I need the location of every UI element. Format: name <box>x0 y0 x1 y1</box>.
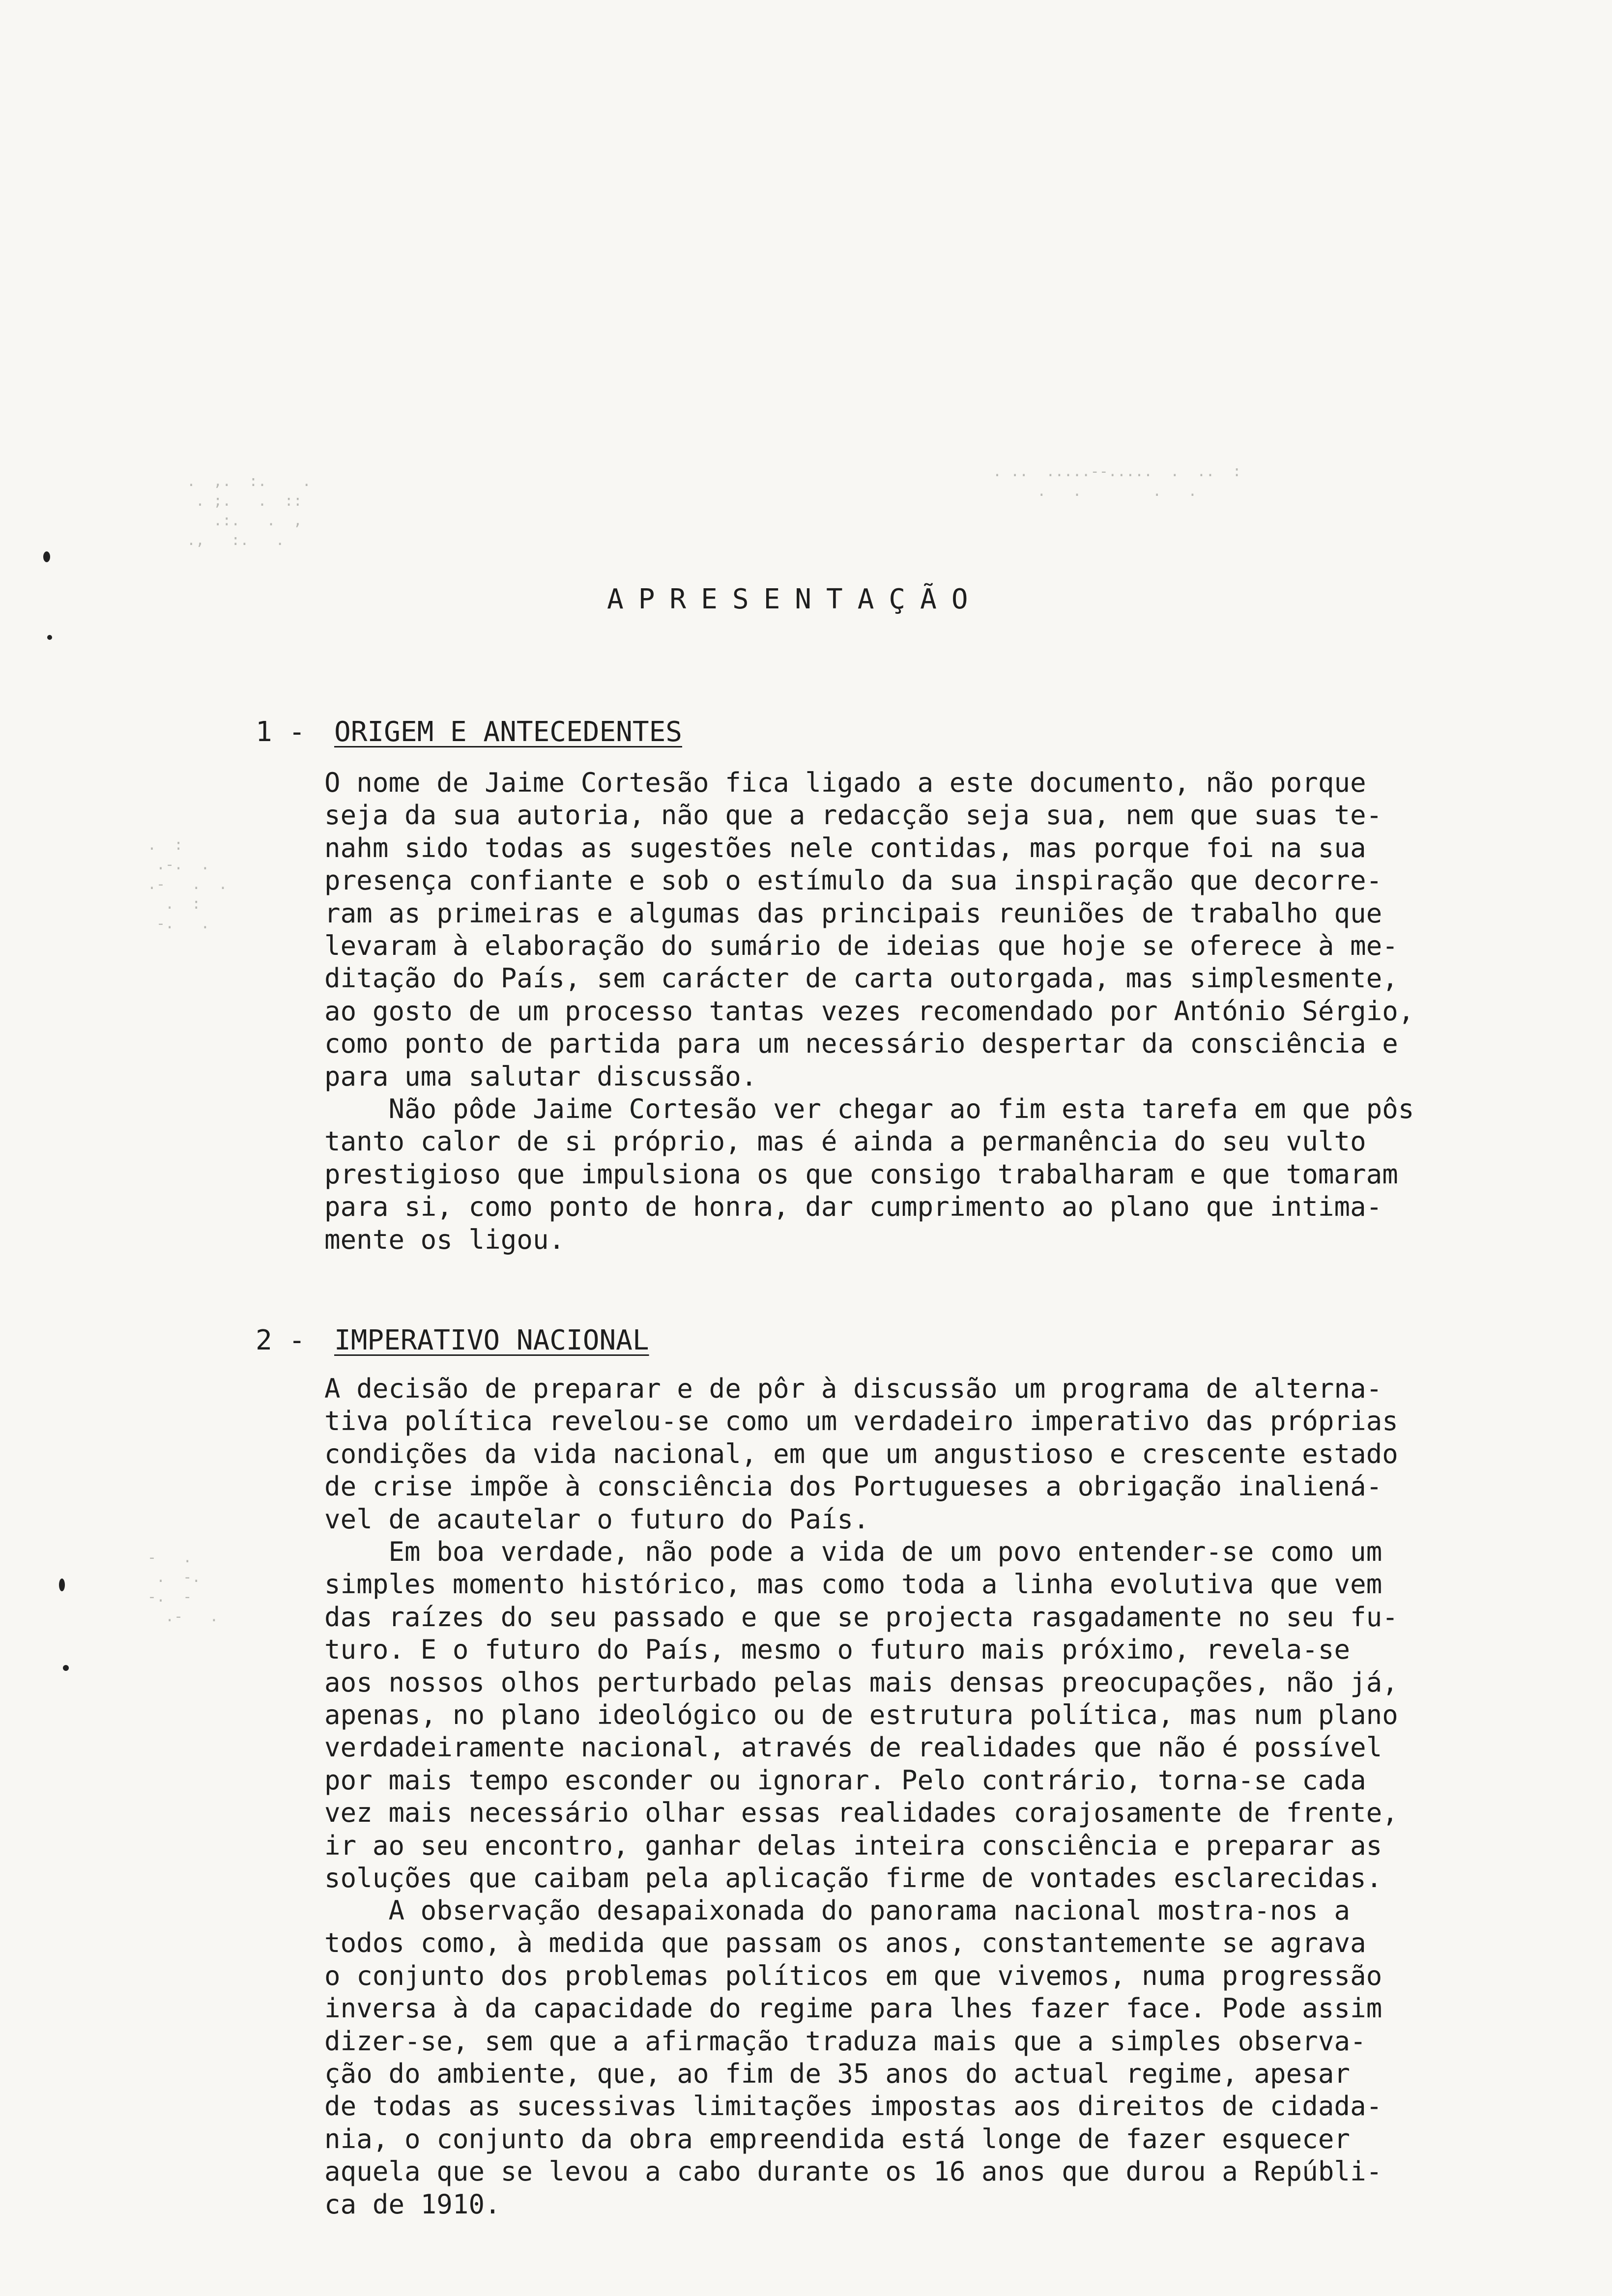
paragraph: A observação desapaixonada do panorama nacional mostra-nos a todos como, à medida que passam os anos, constantemente se agrava o conjunto dos problemas políticos em que vivemos, numa progressão inversa à da capacidade do regime para lhes fazer face. Pode assim dizer-se, sem que a afirmação traduza mais que a simples observa- ção do ambiente, que, ao fim de 35 anos do actual regime, apesar de todas as sucessivas limitações impostas aos direitos de cidada- nia, o conjunto da obra empreendida está longe de fazer esquecer aquela que se levou a cabo durante os 16 anos que durou a Repúbli- ca de 1910. <box>324 1895 1382 2220</box>
section-title: ORIGEM E ANTECEDENTES <box>334 716 683 748</box>
page-title: APRESENTAÇÃO <box>607 583 983 615</box>
scan-noise: - . . -. -. - .- . <box>147 1549 219 1625</box>
section-title: IMPERATIVO NACIONAL <box>334 1324 649 1356</box>
margin-mark <box>63 1665 69 1671</box>
section-heading <box>0 715 1612 749</box>
paragraph: Não pôde Jaime Cortesão ver chegar ao fim esta tarefa em que pôs tanto calor de si próprio, mas é ainda a permanência do seu vulto prestigioso que impulsiona os que consigo trabalharam e que tomaram para si, como ponto de honra, dar cumprimento ao plano que intima- mente os ligou. <box>324 1093 1414 1255</box>
margin-mark <box>59 1578 65 1591</box>
paragraph: O nome de Jaime Cortesão fica ligado a este documento, não porque seja da sua autoria, não que a redacção seja sua, nem que suas te- nahm sido todas as sugestões nele contidas, mas porque foi na sua presença confiante e sob o estímulo da sua inspiração que decorre- ram as primeiras e algumas das principais reuniões de trabalho que levaram à elaboração do sumário de ideias que hoje se oferece à me- ditação do País, sem carácter de carta outorgada, mas simplesmente, ao gosto de um processo tantas vezes recomendado por António Sérgio, como ponto de partida para um necessário despertar da consciência e para uma salutar discussão. <box>324 767 1414 1092</box>
scan-noise: . .. .....--..... . .. : . . . . <box>993 463 1241 500</box>
paragraph: A decisão de preparar e de pôr à discussão um programa de alterna- tiva política revelou-se como um verdadeiro imperativo das próprias condições da vida nacional, em que um angustioso e crescente estado de crise impõe à consciência dos Portugueses a obrigação inaliená- vel de acautelar o futuro do País. <box>324 1373 1398 1535</box>
paragraph: Em boa verdade, não pode a vida de um povo entender-se como um simples momento histórico, mas como toda a linha evolutiva que vem das raízes do seu passado e que se projecta rasgadamente no seu fu- turo. E o futuro do País, mesmo o futuro mais próximo, revela-se aos nossos olhos perturbado pelas mais densas preocupações, não já, apenas, no plano ideológico ou de estrutura política, mas num plano verdadeiramente nacional, através de realidades que não é possível por mais tempo esconder ou ignorar. Pelo contrário, torna-se cada vez mais necessário olhar essas realidades corajosamente de frente, ir ao seu encontro, ganhar delas inteira consciência e preparar as soluções que caibam pela aplicação firme de vontades esclarecidas. <box>324 1536 1398 1894</box>
margin-mark <box>47 635 52 640</box>
section-number: 2 - <box>256 1324 306 1356</box>
scan-noise: . : .-. . .- . . . : -. . <box>147 836 228 932</box>
section-heading <box>0 1323 1612 1358</box>
scan-noise: . ,. :. . . ;. . :: .:. . , ., :. . <box>187 473 311 549</box>
section-number: 1 - <box>256 716 306 748</box>
margin-mark <box>43 551 50 562</box>
